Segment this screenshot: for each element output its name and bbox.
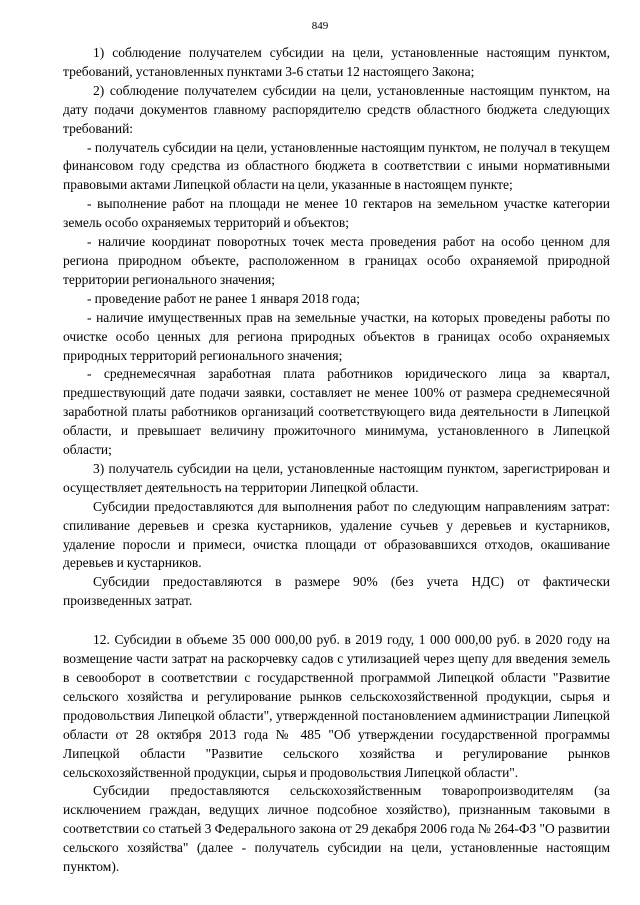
paragraph-cost-directions: Субсидии предоставляются для выполнения работ по следующим направлениям затрат: спиливание деревьев и срезка кустарников, удаление сучьев у деревьев и кустарников, удаление поросли и примеси, очистка площади от образовавшихся отходов, окашивание деревьев и кустарников. <box>63 498 610 571</box>
list-item-coordinates: - наличие координат поворотных точек места проведения работ на особо ценном для региона природном объекте, расположенном в границах особо охраняемой природной территории регионального значения; <box>63 234 610 287</box>
list-item-work-date: - проведение работ не ранее 1 января 2018 года; <box>87 290 360 306</box>
list-item-property-rights: - наличие имущественных прав на земельные участки, на которых проведены работы по очистке особо ценных для региона природных объектов в границах особо охраняемых природных территорий регионального значения; <box>63 309 610 363</box>
section-gap <box>63 611 610 631</box>
page-number: 849 <box>311 20 329 32</box>
paragraph-condition-2: 2) соблюдение получателем субсидии на цели, установленные настоящим пунктом, на дату подачи документов главному распорядителю средств областного бюджета следующих требований: <box>63 82 610 136</box>
list-item-area-requirement: - выполнение работ на площади не менее 10 гектаров на земельном участке категории земель особо охраняемых территорий и объектов; <box>63 196 610 231</box>
paragraph-condition-3: 3) получатель субсидии на цели, установленные настоящим пунктом, зарегистрирован и осуществляет деятельность на территории Липецкой области. <box>63 460 610 495</box>
paragraph-condition-1: 1) соблюдение получателем субсидии на цели, установленные настоящим пунктом, требований, установленных пунктами 3-6 статьи 12 настоящего Закона; <box>63 45 610 79</box>
document-body <box>63 44 610 877</box>
paragraph-recipients: Субсидии предоставляются сельскохозяйственным товаропроизводителям (за исключением граждан, ведущих личное подсобное хозяйство), признанным таковыми в соответствии со статьей 3 Федерального закона от 29 декабря 2006 года № 264-ФЗ "О развитии сельского хозяйства" (далее - получатель субсидии на цели, установленные настоящим пунктом). <box>63 783 610 875</box>
list-item-average-salary: - среднемесячная заработная плата работников юридического лица за квартал, предшествующий дате подачи заявки, составляет не менее 100% от размера среднемесячной заработной платы работников организаций соответствующего вида деятельности в Липецкой области, и превышает величину прожиточного минимума, установленного в Липецкой области; <box>63 366 610 458</box>
paragraph-subsidy-rate: Субсидии предоставляются в размере 90% (без учета НДС) от фактически произведенных затрат. <box>63 574 610 609</box>
list-item-no-prior-funding: - получатель субсидии на цели, установленные настоящим пунктом, не получал в текущем финансовом году средства из областного бюджета в соответствии с иными нормативными правовыми актами Липецкой области на цели, указанные в настоящем пункте; <box>63 139 610 193</box>
paragraph-item-12: 12. Субсидии в объеме 35 000 000,00 руб. в 2019 году, 1 000 000,00 руб. в 2020 году на возмещение части затрат на раскорчевку садов с утилизацией через щепу для введения земель в севооборот в соответствии с государственной программой Липецкой области "Развитие сельского хозяйства и регулирование рынков сельскохозяйственной продукции, сырья и продовольствия Липецкой области", утвержденной постановлением администрации Липецкой области от 28 октября 2013 года № 485 "Об утверждении государственной программы Липецкой области "Развитие сельского хозяйства и регулирование рынков сельскохозяйственной продукции, сырья и продовольствия Липецкой области". <box>63 632 610 780</box>
